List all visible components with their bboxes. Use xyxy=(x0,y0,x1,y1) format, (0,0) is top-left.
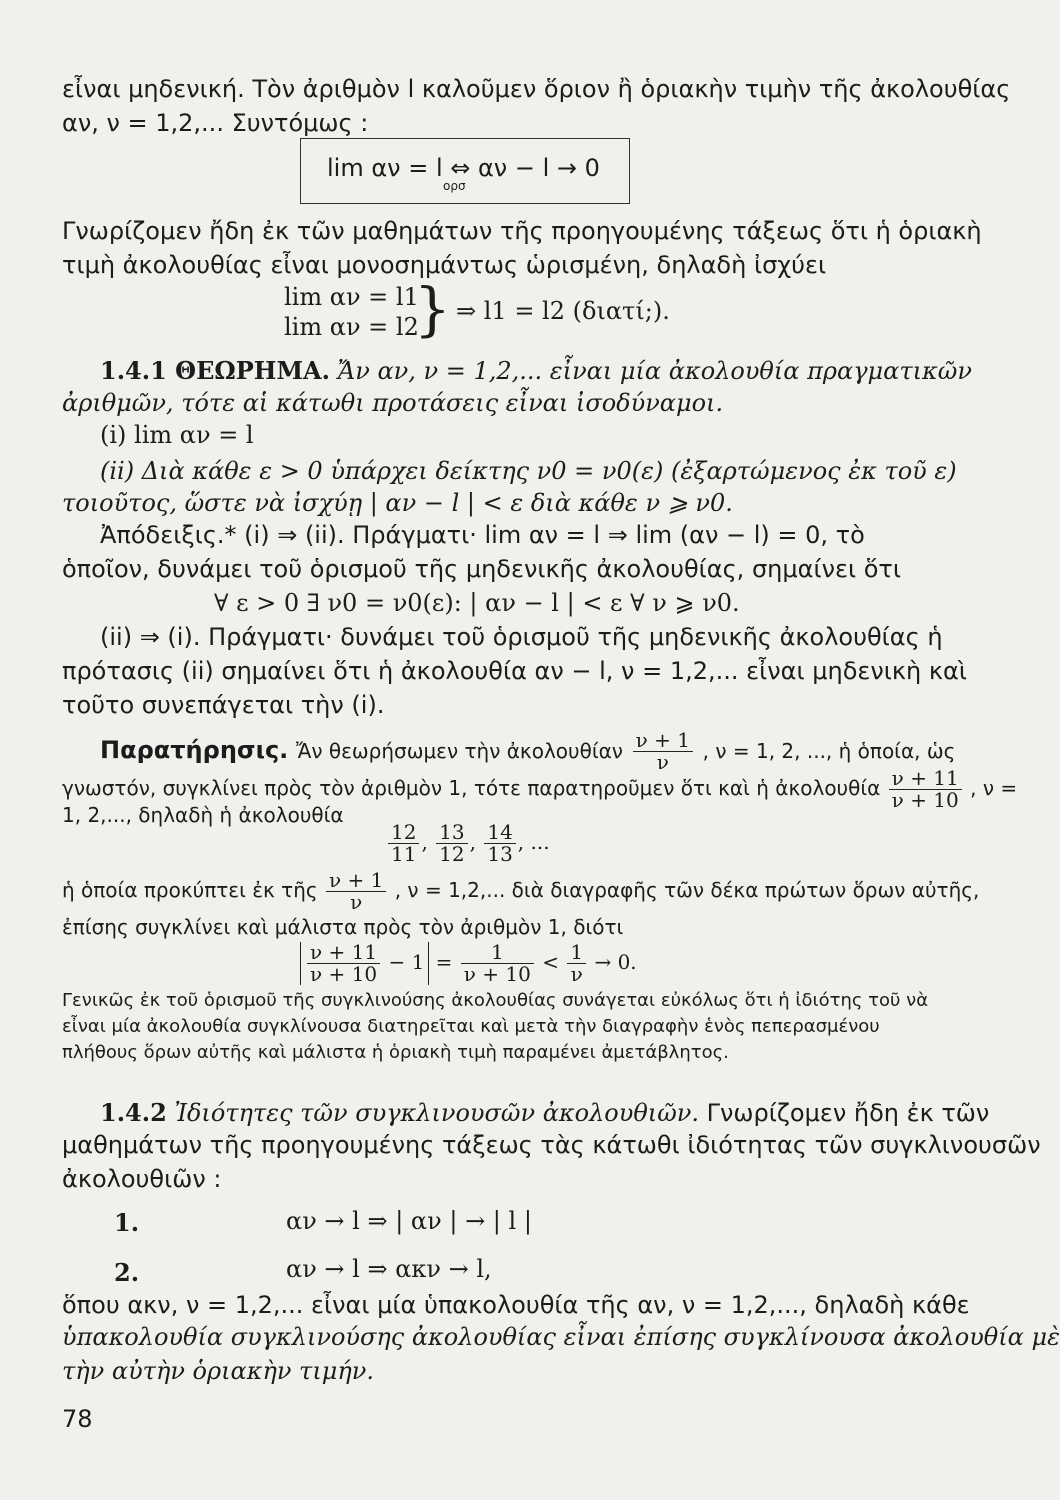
sequence-term: $\frac{14}{13}$ xyxy=(484,822,515,865)
text-line: ὅπου ακν, ν = 1,2,... εἶναι μία ὑπακολουθία τῆς αν, ν = 1,2,..., δηλαδὴ κάθε xyxy=(62,1291,970,1319)
theorem-text: Ἄν αν, ν = 1,2,... εἶναι μία ἀκολουθία πραγματικῶν xyxy=(337,357,972,385)
statement-i: (i) lim αν = l xyxy=(100,421,254,449)
page-number: 78 xyxy=(62,1405,93,1433)
text-line: τὴν αὐτὴν ὁριακὴν τιμήν. xyxy=(62,1357,374,1385)
fraction: $\frac{\nu + 1}{\nu}$ xyxy=(633,730,693,773)
text-line: μαθημάτων τῆς προηγουμένης τάξεως τὰς κάτωθι ἰδιότητας τῶν συγκλινουσῶν xyxy=(62,1131,1041,1159)
text-line: τοιοῦτος, ὥστε νὰ ἰσχύῃ | αν − l | < ε διὰ κάθε ν ⩾ ν0. xyxy=(62,489,733,517)
text-line: Γενικῶς ἐκ τοῦ ὁρισμοῦ τῆς συγκλινούσης ἀκολουθίας συνάγεται εὐκόλως ὅτι ἡ ἰδιότης τοῦ νὰ xyxy=(62,990,929,1011)
text-line: εἶναι μία ἀκολουθία συγκλίνουσα διατηρεῖται καὶ μετὰ τὴν διαγραφὴν ἑνὸς πεπερασμένου xyxy=(62,1016,880,1037)
epsilon-condition: ∀ ε > 0 ∃ ν0 = ν0(ε): | αν − l | < ε ∀ ν ⩾ ν0. xyxy=(214,589,740,617)
inequality: $\frac{\nu + 11}{\nu + 10}$ − 1 = $\frac{1}{\nu + 10}$ < $\frac{1}{\nu}$ → 0. xyxy=(300,942,637,985)
remark-text: ἡ ὁποία προκύπτει ἐκ τῆς xyxy=(62,878,318,902)
text-line: 1, 2,..., δηλαδὴ ἡ ἀκολουθία xyxy=(62,803,344,827)
text-line: ἀκολουθιῶν : xyxy=(62,1165,222,1193)
fraction: $\frac{\nu + 1}{\nu}$ xyxy=(326,870,386,913)
text-line: τοῦτο συνεπάγεται τὴν (i). xyxy=(62,691,385,719)
text-line: εἶναι μηδενική. Τὸν ἀριθμὸν l καλοῦμεν ὅριον ἢ ὁριακὴν τιμὴν τῆς ἀκολουθίας xyxy=(62,75,1011,103)
fraction: $\frac{\nu + 11}{\nu + 10}$ xyxy=(889,768,962,811)
definition-box xyxy=(300,138,630,204)
remark-text: γνωστόν, συγκλίνει πρὸς τὸν ἀριθμὸν 1, τότε παρατηροῦμεν ὅτι καὶ ἡ ἀκολουθία xyxy=(62,776,881,800)
uniqueness-result: ⇒ l1 = l2 (διατί;). xyxy=(456,297,670,325)
statement-ii: (ii) Διὰ κάθε ε > 0 ὑπάρχει δείκτης ν0 = ν0(ε) (ἐξαρτώμενος ἐκ τοῦ ε) xyxy=(100,457,957,485)
uniqueness-line-1: lim αν = l1 xyxy=(284,283,419,311)
remark-text: Ἄν θεωρήσωμεν τὴν ἀκολουθίαν xyxy=(295,739,623,763)
theorem-heading: 1.4.1 ΘΕΩΡΗΜΑ. xyxy=(100,356,330,385)
text-line: αν, ν = 1,2,... Συντόμως : xyxy=(62,109,369,137)
text-line: ἀριθμῶν, τότε αἱ κάτωθι προτάσεις εἶναι ἰσοδύναμοι. xyxy=(62,389,724,417)
proof-line: Ἀπόδειξις.* (i) ⇒ (ii). Πράγματι· lim αν = l ⇒ lim (αν − l) = 0, τὸ xyxy=(100,521,865,549)
proof-line: (ii) ⇒ (i). Πράγματι· δυνάμει τοῦ ὁρισμοῦ τῆς μηδενικῆς ἀκολουθίας ἡ xyxy=(100,623,943,651)
sequence-display: $\frac{12}{11}$ , $\frac{13}{12}$ , $\frac{14}{13}$ , ... xyxy=(386,822,550,865)
formula-subscript: ορσ xyxy=(443,179,466,193)
text-line: Γνωρίζομεν ἤδη ἐκ τῶν μαθημάτων τῆς προηγουμένης τάξεως ὅτι ἡ ὁριακὴ xyxy=(62,217,982,245)
remark-text: , ν = 1,2,... διὰ διαγραφῆς τῶν δέκα πρώτων ὅρων αὐτῆς, xyxy=(394,878,980,902)
text-line: πλήθους ὅρων αὐτῆς καὶ μάλιστα ἡ ὁριακὴ τιμὴ παραμένει ἀμετάβλητος. xyxy=(62,1042,729,1063)
section-title: Ἰδιότητες τῶν συγκλινουσῶν ἀκολουθιῶν. xyxy=(174,1099,699,1127)
limit-definition-formula: lim αν = l ⇔ αν − l → 0 xyxy=(327,154,600,182)
text-line: ὑπακολουθία συγκλινούσης ἀκολουθίας εἶναι ἐπίσης συγκλίνουσα ἀκολουθία μὲ xyxy=(62,1323,1060,1351)
sequence-term: $\frac{12}{11}$ xyxy=(388,822,419,865)
text-line: τιμὴ ἀκολουθίας εἶναι μονοσημάντως ὡρισμένη, δηλαδὴ ἰσχύει xyxy=(62,251,827,279)
property-number: 1. xyxy=(114,1208,140,1237)
remark-heading: Παρατήρησις. xyxy=(100,736,289,764)
section-text: Γνωρίζομεν ἤδη ἐκ τῶν xyxy=(706,1099,990,1127)
sequence-term: $\frac{13}{12}$ xyxy=(436,822,467,865)
remark-text: , ν = 1, 2, ..., ἡ ὁποία, ὡς xyxy=(702,739,956,763)
remark-text: , ν = xyxy=(970,776,1018,800)
text-line: ὁποῖον, δυνάμει τοῦ ὁρισμοῦ τῆς μηδενικῆς ἀκολουθίας, σημαίνει ὅτι xyxy=(62,555,901,583)
property-2: αν → l ⇒ ακν → l, xyxy=(286,1255,492,1283)
right-brace: } xyxy=(414,275,451,343)
text-line: πρότασις (ii) σημαίνει ὅτι ἡ ἀκολουθία αν − l, ν = 1,2,... εἶναι μηδενικὴ καὶ xyxy=(62,657,967,685)
property-number: 2. xyxy=(114,1258,140,1287)
uniqueness-line-2: lim αν = l2 xyxy=(284,313,419,341)
section-number: 1.4.2 xyxy=(100,1098,167,1127)
property-1: αν → l ⇒ | αν | → | l | xyxy=(286,1207,532,1235)
text-line: ἐπίσης συγκλίνει καὶ μάλιστα πρὸς τὸν ἀριθμὸν 1, διότι xyxy=(62,915,624,939)
